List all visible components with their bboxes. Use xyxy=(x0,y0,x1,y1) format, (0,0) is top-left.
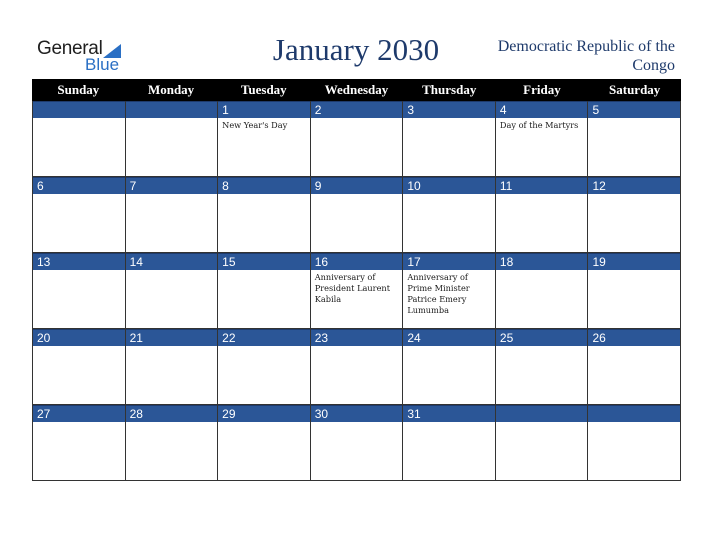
calendar-weeks xyxy=(32,101,681,481)
day-number: 5 xyxy=(588,101,680,118)
day-number: 10 xyxy=(403,177,495,194)
weekday-header-wednesday: Wednesday xyxy=(324,82,389,97)
weekday-header-sunday: Sunday xyxy=(57,82,100,97)
day-cell-11 xyxy=(496,177,589,253)
day-number: 25 xyxy=(496,329,588,346)
day-cell-5 xyxy=(588,101,681,177)
weekday-header-monday: Monday xyxy=(147,82,195,97)
day-cell-empty xyxy=(126,101,219,177)
calendar-grid xyxy=(32,79,681,481)
day-cell-22 xyxy=(218,329,311,405)
day-number: 21 xyxy=(126,329,218,346)
day-number: 13 xyxy=(33,253,125,270)
day-cell-10 xyxy=(403,177,496,253)
weekday-header-tuesday: Tuesday xyxy=(240,82,287,97)
country-name: Democratic Republic of the Congo xyxy=(497,38,675,74)
day-number: 11 xyxy=(496,177,588,194)
day-number: 22 xyxy=(218,329,310,346)
day-number: 19 xyxy=(588,253,680,270)
day-cell-15 xyxy=(218,253,311,329)
day-cell-18 xyxy=(496,253,589,329)
day-number xyxy=(496,405,588,422)
day-cell-26 xyxy=(588,329,681,405)
day-cell-23 xyxy=(311,329,404,405)
day-number xyxy=(126,101,218,118)
day-number: 24 xyxy=(403,329,495,346)
day-cell-31 xyxy=(403,405,496,481)
holiday-label: New Year's Day xyxy=(222,120,288,130)
day-cell-21 xyxy=(126,329,219,405)
day-number: 30 xyxy=(311,405,403,422)
day-number xyxy=(588,405,680,422)
day-number: 3 xyxy=(403,101,495,118)
holiday-label: Anniversary of President Laurent Kabila xyxy=(314,272,390,304)
day-number: 2 xyxy=(311,101,403,118)
day-number: 16 xyxy=(311,253,403,270)
day-cell-20 xyxy=(33,329,126,405)
day-cell-19 xyxy=(588,253,681,329)
page-title: January 2030 xyxy=(272,32,440,67)
weekday-header-saturday: Saturday xyxy=(609,82,661,97)
day-cell-empty xyxy=(588,405,681,481)
weekday-header-thursday: Thursday xyxy=(422,82,477,97)
day-cell-27 xyxy=(33,405,126,481)
day-cell-2 xyxy=(311,101,404,177)
day-cell-12 xyxy=(588,177,681,253)
day-number: 8 xyxy=(218,177,310,194)
day-number: 15 xyxy=(218,253,310,270)
day-cell-16 xyxy=(311,253,404,329)
day-cell-13 xyxy=(33,253,126,329)
holiday-label: Day of the Martyrs xyxy=(499,120,579,130)
week-row xyxy=(32,405,681,481)
day-cell-1 xyxy=(218,101,311,177)
day-number: 17 xyxy=(403,253,495,270)
day-cell-9 xyxy=(311,177,404,253)
weekday-header-row xyxy=(32,79,681,101)
day-number: 18 xyxy=(496,253,588,270)
day-number: 9 xyxy=(311,177,403,194)
week-row xyxy=(32,177,681,253)
day-cell-3 xyxy=(403,101,496,177)
day-cell-4 xyxy=(496,101,589,177)
day-cell-29 xyxy=(218,405,311,481)
day-number: 26 xyxy=(588,329,680,346)
day-number: 4 xyxy=(496,101,588,118)
day-number: 6 xyxy=(33,177,125,194)
day-number: 1 xyxy=(218,101,310,118)
day-cell-7 xyxy=(126,177,219,253)
day-cell-28 xyxy=(126,405,219,481)
day-cell-30 xyxy=(311,405,404,481)
weekday-header-friday: Friday xyxy=(523,82,561,97)
day-number: 7 xyxy=(126,177,218,194)
logo-general-text: General xyxy=(37,38,103,59)
day-number: 20 xyxy=(33,329,125,346)
logo-blue-text: Blue xyxy=(85,55,120,74)
day-number: 27 xyxy=(33,405,125,422)
day-number: 23 xyxy=(311,329,403,346)
day-cell-17 xyxy=(403,253,496,329)
day-number xyxy=(33,101,125,118)
day-cell-24 xyxy=(403,329,496,405)
day-cell-25 xyxy=(496,329,589,405)
day-cell-8 xyxy=(218,177,311,253)
week-row xyxy=(32,253,681,329)
day-number: 28 xyxy=(126,405,218,422)
holiday-label: Anniversary of Prime Minister Patrice Emery Lumumba xyxy=(407,272,470,315)
day-cell-empty xyxy=(33,101,126,177)
day-number: 14 xyxy=(126,253,218,270)
week-row xyxy=(32,329,681,405)
day-cell-14 xyxy=(126,253,219,329)
day-cell-6 xyxy=(33,177,126,253)
week-row xyxy=(32,101,681,177)
day-number: 29 xyxy=(218,405,310,422)
day-number: 12 xyxy=(588,177,680,194)
day-cell-empty xyxy=(496,405,589,481)
day-number: 31 xyxy=(403,405,495,422)
